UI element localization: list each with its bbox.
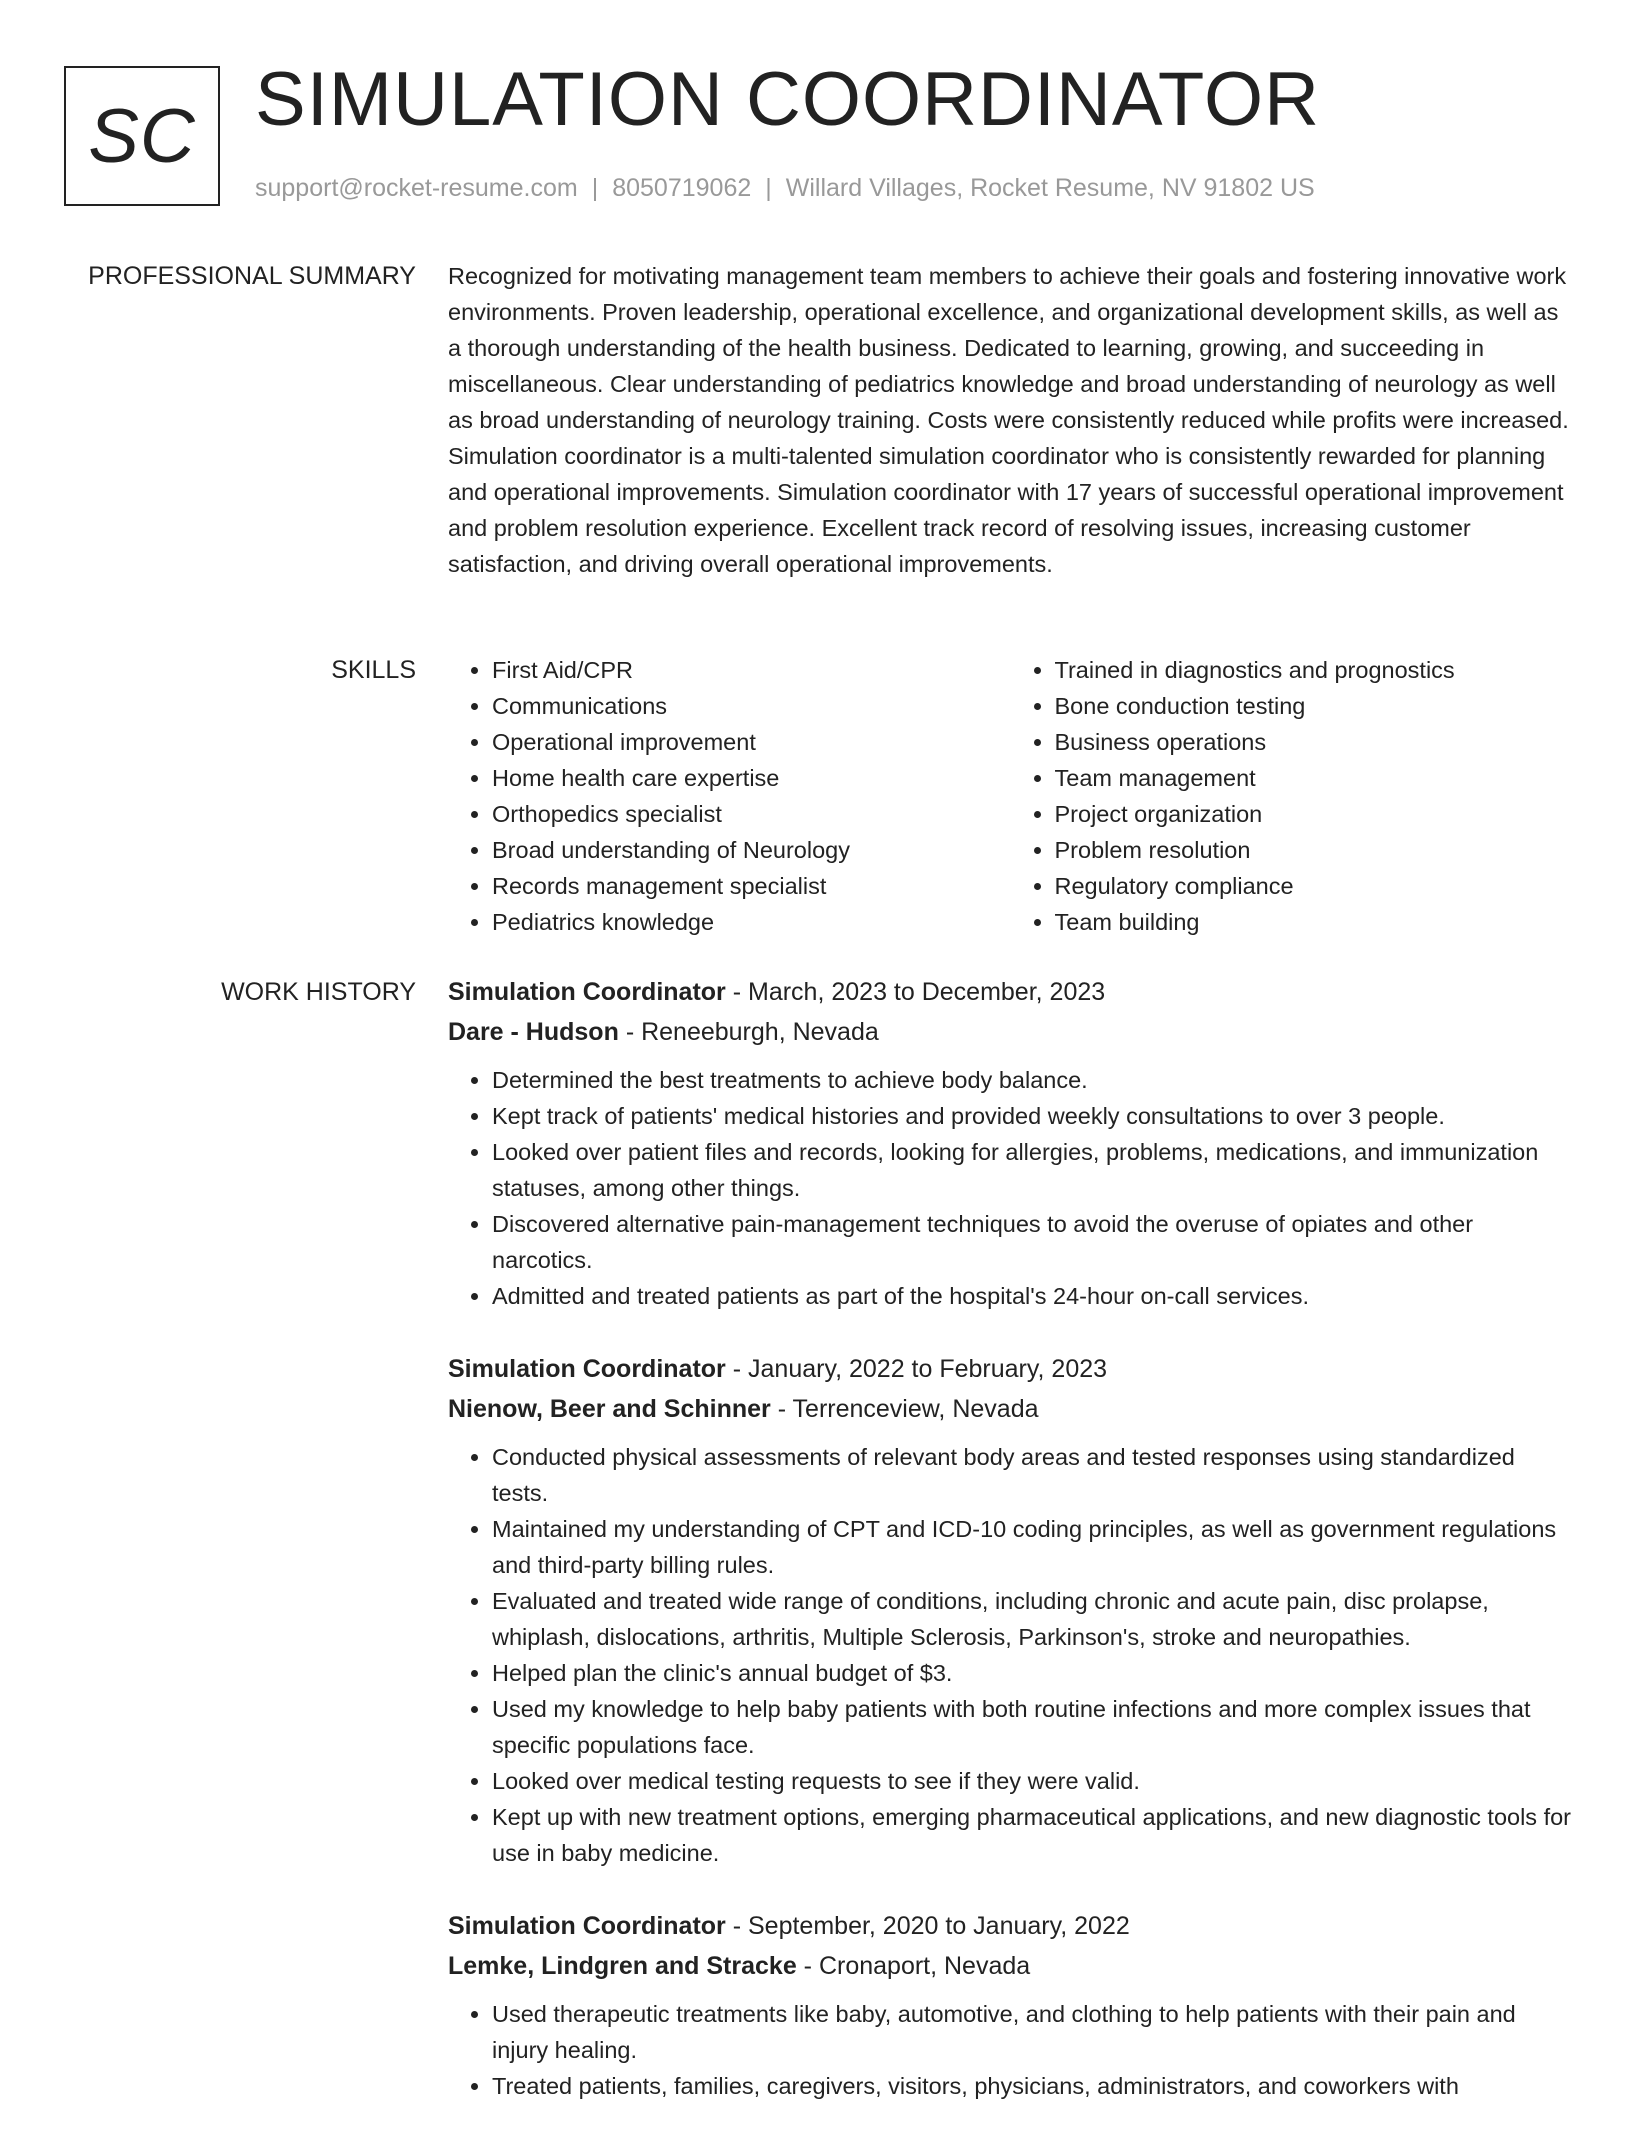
job-title-line [448,972,1573,1012]
job-location: - Reneeburgh, Nevada [625,1018,879,1046]
skill-item: • Bone conduction testing [1055,688,1574,724]
skill-item: • Operational improvement [492,724,1011,760]
skill-item: • Regulatory compliance [1055,868,1574,904]
job-location: - Cronaport, Nevada [803,1952,1031,1980]
skills-body [448,652,1573,940]
contact-separator: | [591,174,599,202]
job-entry [448,1906,1573,2104]
summary-heading: PROFESSIONAL SUMMARY [88,262,416,290]
summary-text: Recognized for motivating management team members to achieve their goals and fostering innovative work environments. Proven leadership, operational excellence, and organizational development skills, as well as a thorough understanding of the health business. Dedicated to learning, growing, and succeeding in miscellaneous. Clear understanding of pediatrics knowledge and broad understanding of neurology as well as broad understanding of neurology training. Costs were consistently reduced while profits were increased. Simulation coordinator is a multi-talented simulation coordinator who is consistently rewarded for planning and operational improvements. Simulation coordinator with 17 years of successful operational improvement and problem resolution experience. Excellent track record of resolving issues, increasing customer satisfaction, and driving overall operational improvements. [448,263,1569,577]
job-bullet: • Used my knowledge to help baby patients with both routine infections and more complex issues that specific populations face. [492,1691,1573,1763]
page-title: SIMULATION COORDINATOR [255,57,1320,142]
job-bullet: • Used therapeutic treatments like baby, automotive, and clothing to help patients with their pain and injury healing. [492,1996,1573,2068]
job-dates: - September, 2020 to January, 2022 [732,1912,1130,1940]
summary-body [448,258,1573,582]
job-bullet-list [448,1996,1573,2104]
job-bullet: • Kept track of patients' medical histories and provided weekly consultations to over 3 people. [492,1098,1573,1134]
skill-item: • Records management specialist [492,868,1011,904]
job-bullet: • Admitted and treated patients as part of the hospital's 24-hour on-call services. [492,1278,1573,1314]
job-entry [448,972,1573,1314]
skill-item: • Team management [1055,760,1574,796]
skill-item: • Business operations [1055,724,1574,760]
contact-separator: | [765,174,772,202]
job-company-line [448,1012,1573,1052]
job-entry [448,1349,1573,1871]
job-bullet: • Looked over medical testing requests to see if they were valid. [492,1763,1573,1799]
job-bullet-list [448,1062,1573,1314]
job-company-line [448,1946,1573,1986]
contact-phone[interactable]: 8050719062 [612,174,752,202]
contact-line [255,174,1315,203]
job-title: Simulation Coordinator [448,1912,726,1940]
contact-email[interactable]: support@rocket-resume.com [255,174,578,202]
job-bullet: • Helped plan the clinic's annual budget of $3. [492,1655,1573,1691]
skills-list-left [448,652,1011,940]
monogram-initials: SC [88,93,196,179]
skill-item: • Broad understanding of Neurology [492,832,1011,868]
job-title-line [448,1906,1573,1946]
skill-item: • Pediatrics knowledge [492,904,1011,940]
job-bullet: • Maintained my understanding of CPT and ICD-10 coding principles, as well as government regulations and third-party billing rules. [492,1511,1573,1583]
job-title: Simulation Coordinator [448,1355,726,1383]
job-bullet: • Treated patients, families, caregivers, visitors, physicians, administrators, and coworkers with [492,2068,1573,2104]
skills-heading: SKILLS [331,656,416,684]
job-company: Lemke, Lindgren and Stracke [448,1952,797,1980]
job-dates: - January, 2022 to February, 2023 [732,1355,1108,1383]
job-company: Nienow, Beer and Schinner [448,1395,771,1423]
job-location: - Terrenceview, Nevada [777,1395,1039,1423]
skill-item: • Project organization [1055,796,1574,832]
contact-address: Willard Villages, Rocket Resume, NV 91802 US [785,174,1315,202]
job-bullet: • Discovered alternative pain-management techniques to avoid the overuse of opiates and other narcotics. [492,1206,1573,1278]
job-bullet: • Determined the best treatments to achieve body balance. [492,1062,1573,1098]
job-dates: - March, 2023 to December, 2023 [732,978,1106,1006]
skill-item: • Problem resolution [1055,832,1574,868]
skill-item: • Home health care expertise [492,760,1011,796]
job-bullet: • Looked over patient files and records, looking for allergies, problems, medications, and immunization statuses, among other things. [492,1134,1573,1206]
skills-list-right [1011,652,1574,940]
work-body [448,972,1573,2139]
skill-item: • First Aid/CPR [492,652,1011,688]
job-bullet: • Conducted physical assessments of relevant body areas and tested responses using standardized tests. [492,1439,1573,1511]
job-company: Dare - Hudson [448,1018,619,1046]
skill-item: • Team building [1055,904,1574,940]
skill-item: • Orthopedics specialist [492,796,1011,832]
job-bullet: • Evaluated and treated wide range of conditions, including chronic and acute pain, disc prolapse, whiplash, dislocations, arthritis, Multiple Sclerosis, Parkinson's, stroke and neuropathies. [492,1583,1573,1655]
work-heading: WORK HISTORY [221,978,416,1006]
job-company-line [448,1389,1573,1429]
job-bullet: • Kept up with new treatment options, emerging pharmaceutical applications, and new diagnostic tools for use in baby medicine. [492,1799,1573,1871]
monogram-box [64,66,220,206]
job-bullet-list [448,1439,1573,1871]
skill-item: • Trained in diagnostics and prognostics [1055,652,1574,688]
job-title: Simulation Coordinator [448,978,726,1006]
job-title-line [448,1349,1573,1389]
skill-item: • Communications [492,688,1011,724]
